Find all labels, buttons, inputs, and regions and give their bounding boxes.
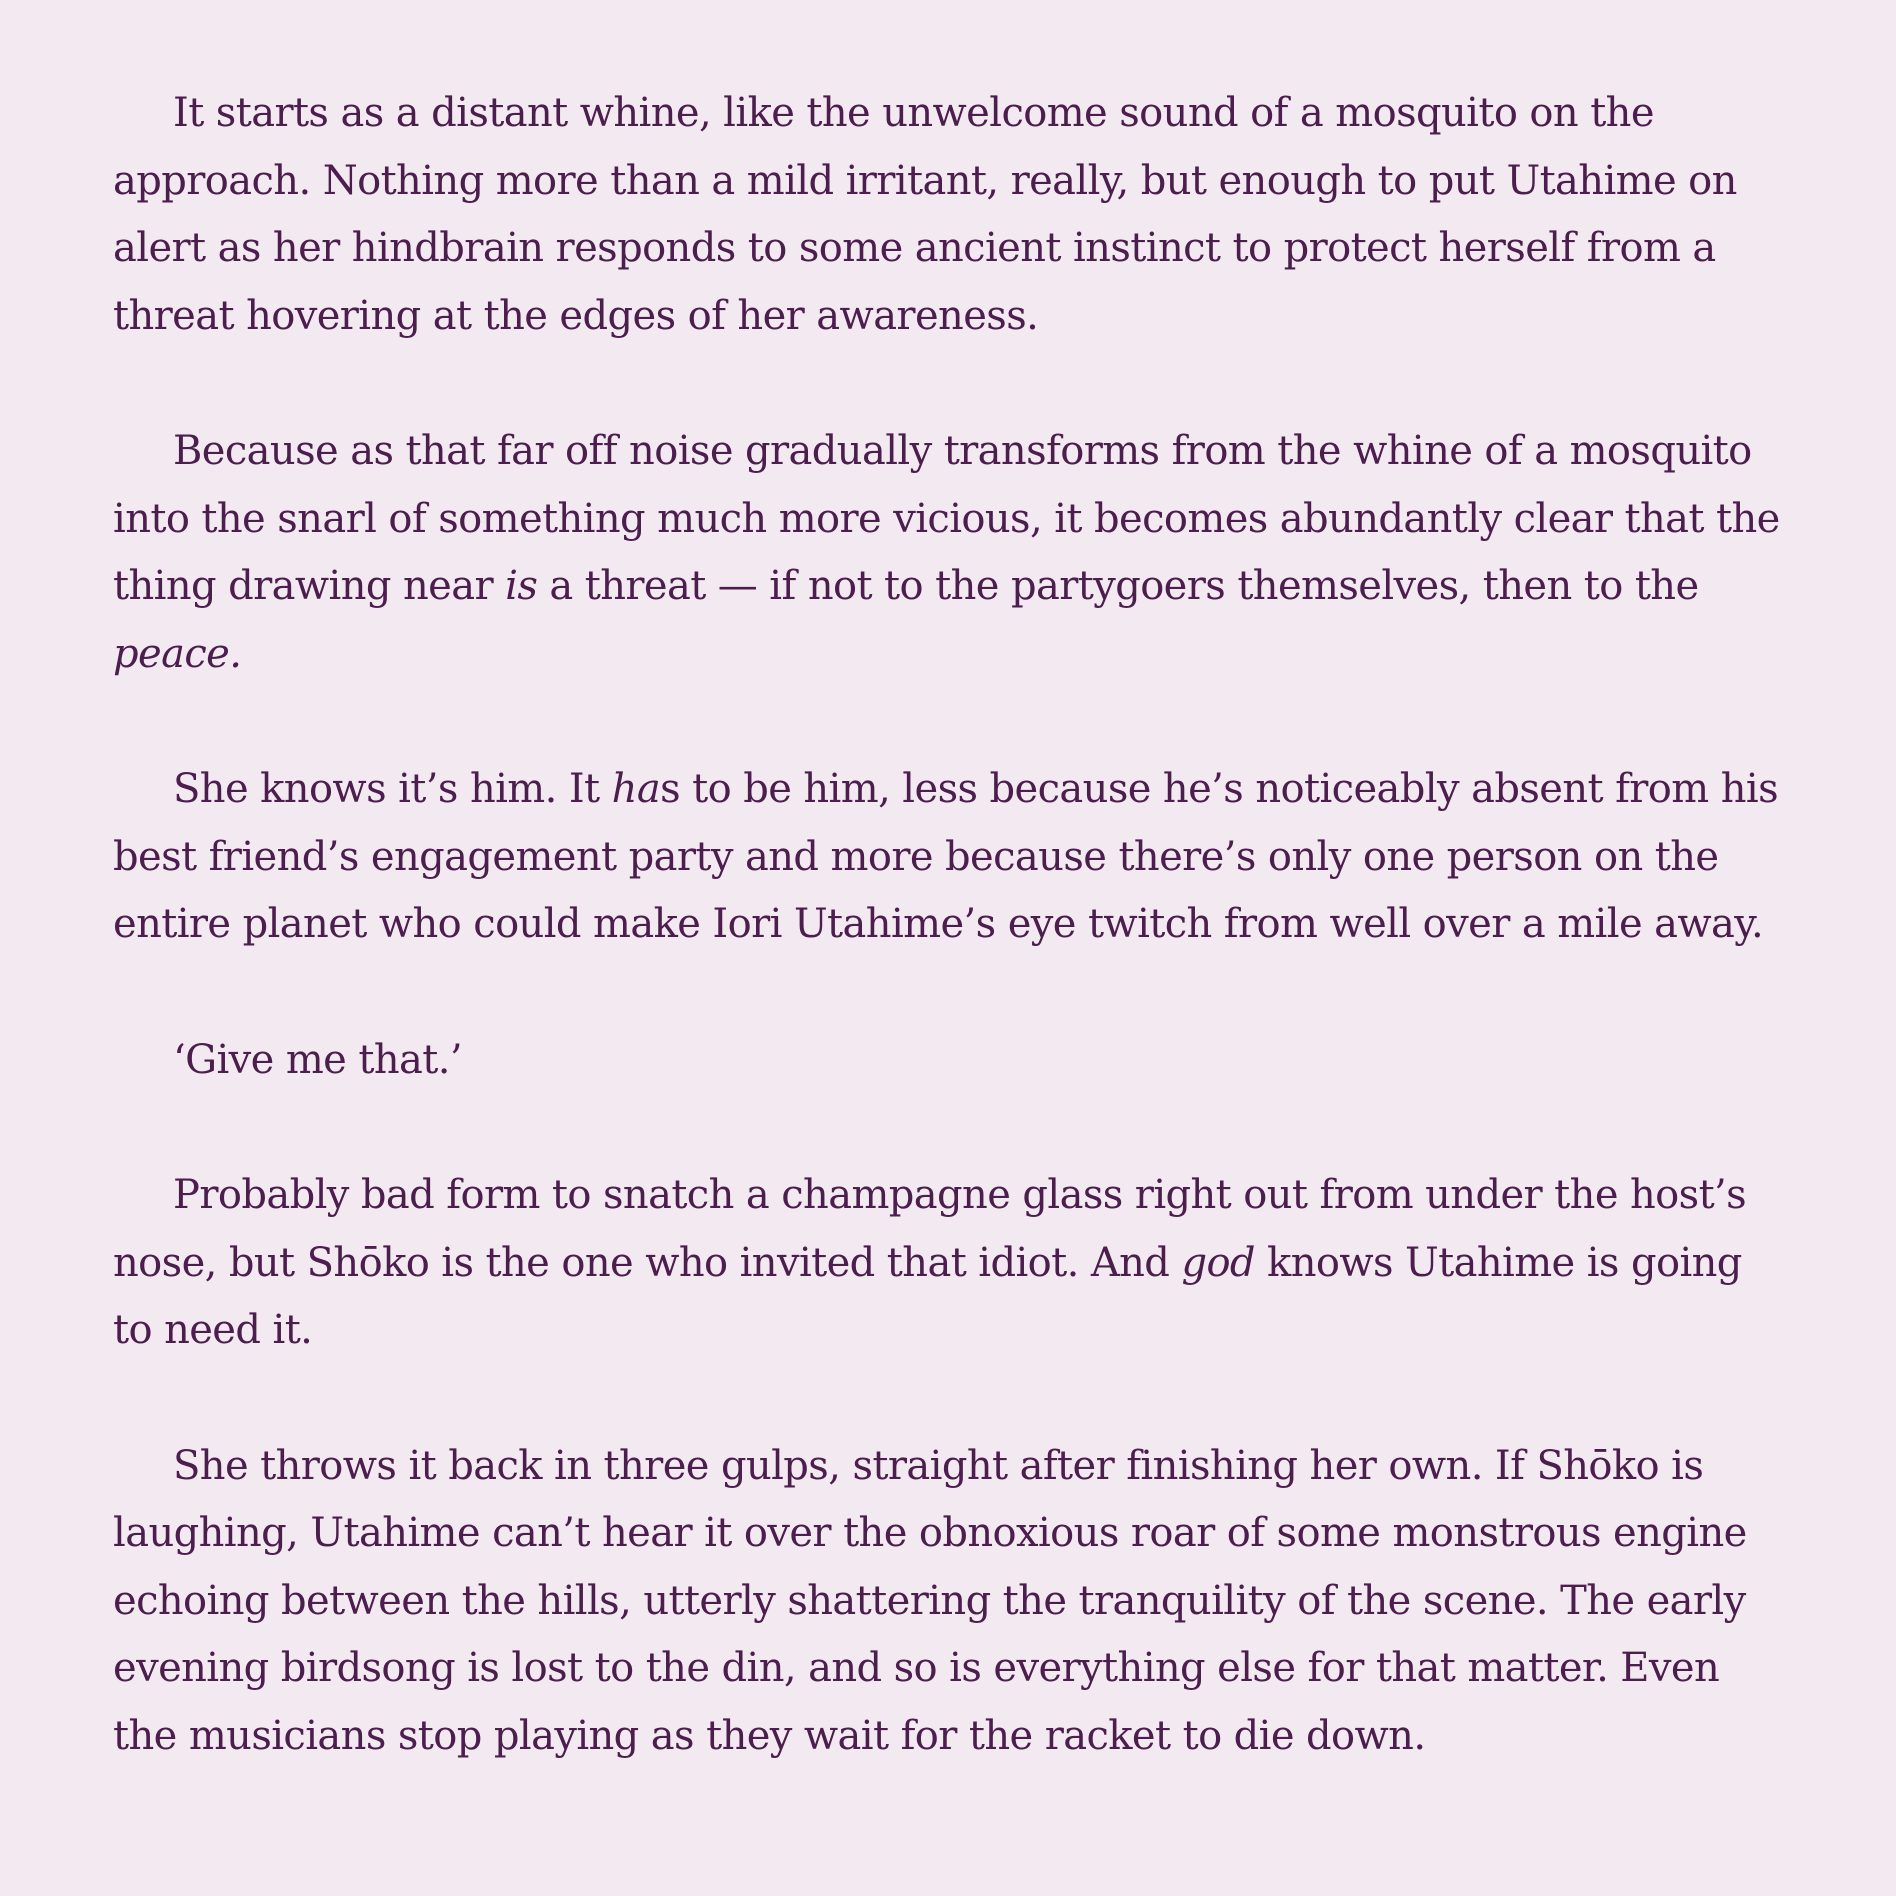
paragraph-3-text-b: s to be him, less because he’s noticeably absent from his best friend’s engagement party and more because there’s only one person on the entire planet who could make Iori Utahime’s eye twitch from well over a mile away. [113, 766, 1779, 947]
paragraph-2-emphasis-peace: peace. [113, 630, 242, 677]
paragraph-3 [113, 756, 1786, 959]
paragraph-2-emphasis-is: is [505, 563, 538, 609]
paragraph-2-text-a: Because as that far off noise gradually transforms from the whine of a mosquito into the snarl of something much more vicious, it becomes abundantly clear that the thing drawing near [113, 428, 1780, 609]
paragraph-5-text-b: knows Utahime is going to need it. [113, 1239, 1742, 1353]
paragraph-6-text: She throws it back in three gulps, straight after finishing her own. If Shōko is laughing, Utahime can’t hear it over the obnoxious roar of some monstrous engine echoing between the hills, utterly shattering the tranquility of the scene. The early evening birdsong is lost to the din, and so is everything else for that matter. Even the musicians stop playing as they wait for the racket to die down. [113, 1442, 1747, 1759]
paragraph-2-text-b: a threat — if not to the partygoers themselves, then to the [537, 563, 1699, 609]
paragraph-5-text-a: Probably bad form to snatch a champagne glass right out from under the host’s nose, but Shōko is the one who invited that idiot. And [113, 1172, 1747, 1286]
paragraph-4-text: ‘Give me that.’ [173, 1036, 462, 1083]
paragraph-5 [113, 1162, 1786, 1365]
paragraph-1-text: It starts as a distant whine, like the unwelcome sound of a mosquito on the approach. Nothing more than a mild irritant, really, but enough to put Utahime on alert as her hindbrain responds to some ancient instinct to protect herself from a threat hovering at the edges of her awareness. [113, 90, 1737, 339]
paragraph-2 [113, 418, 1786, 688]
paragraph-6 [113, 1433, 1786, 1771]
paragraph-1 [113, 80, 1786, 350]
paragraph-5-emphasis-god: god [1181, 1239, 1255, 1286]
paragraph-3-emphasis-has: ha [611, 766, 661, 812]
paragraph-4-dialogue [113, 1027, 1786, 1095]
paragraph-3-text-a: She knows it’s him. It [173, 766, 612, 812]
